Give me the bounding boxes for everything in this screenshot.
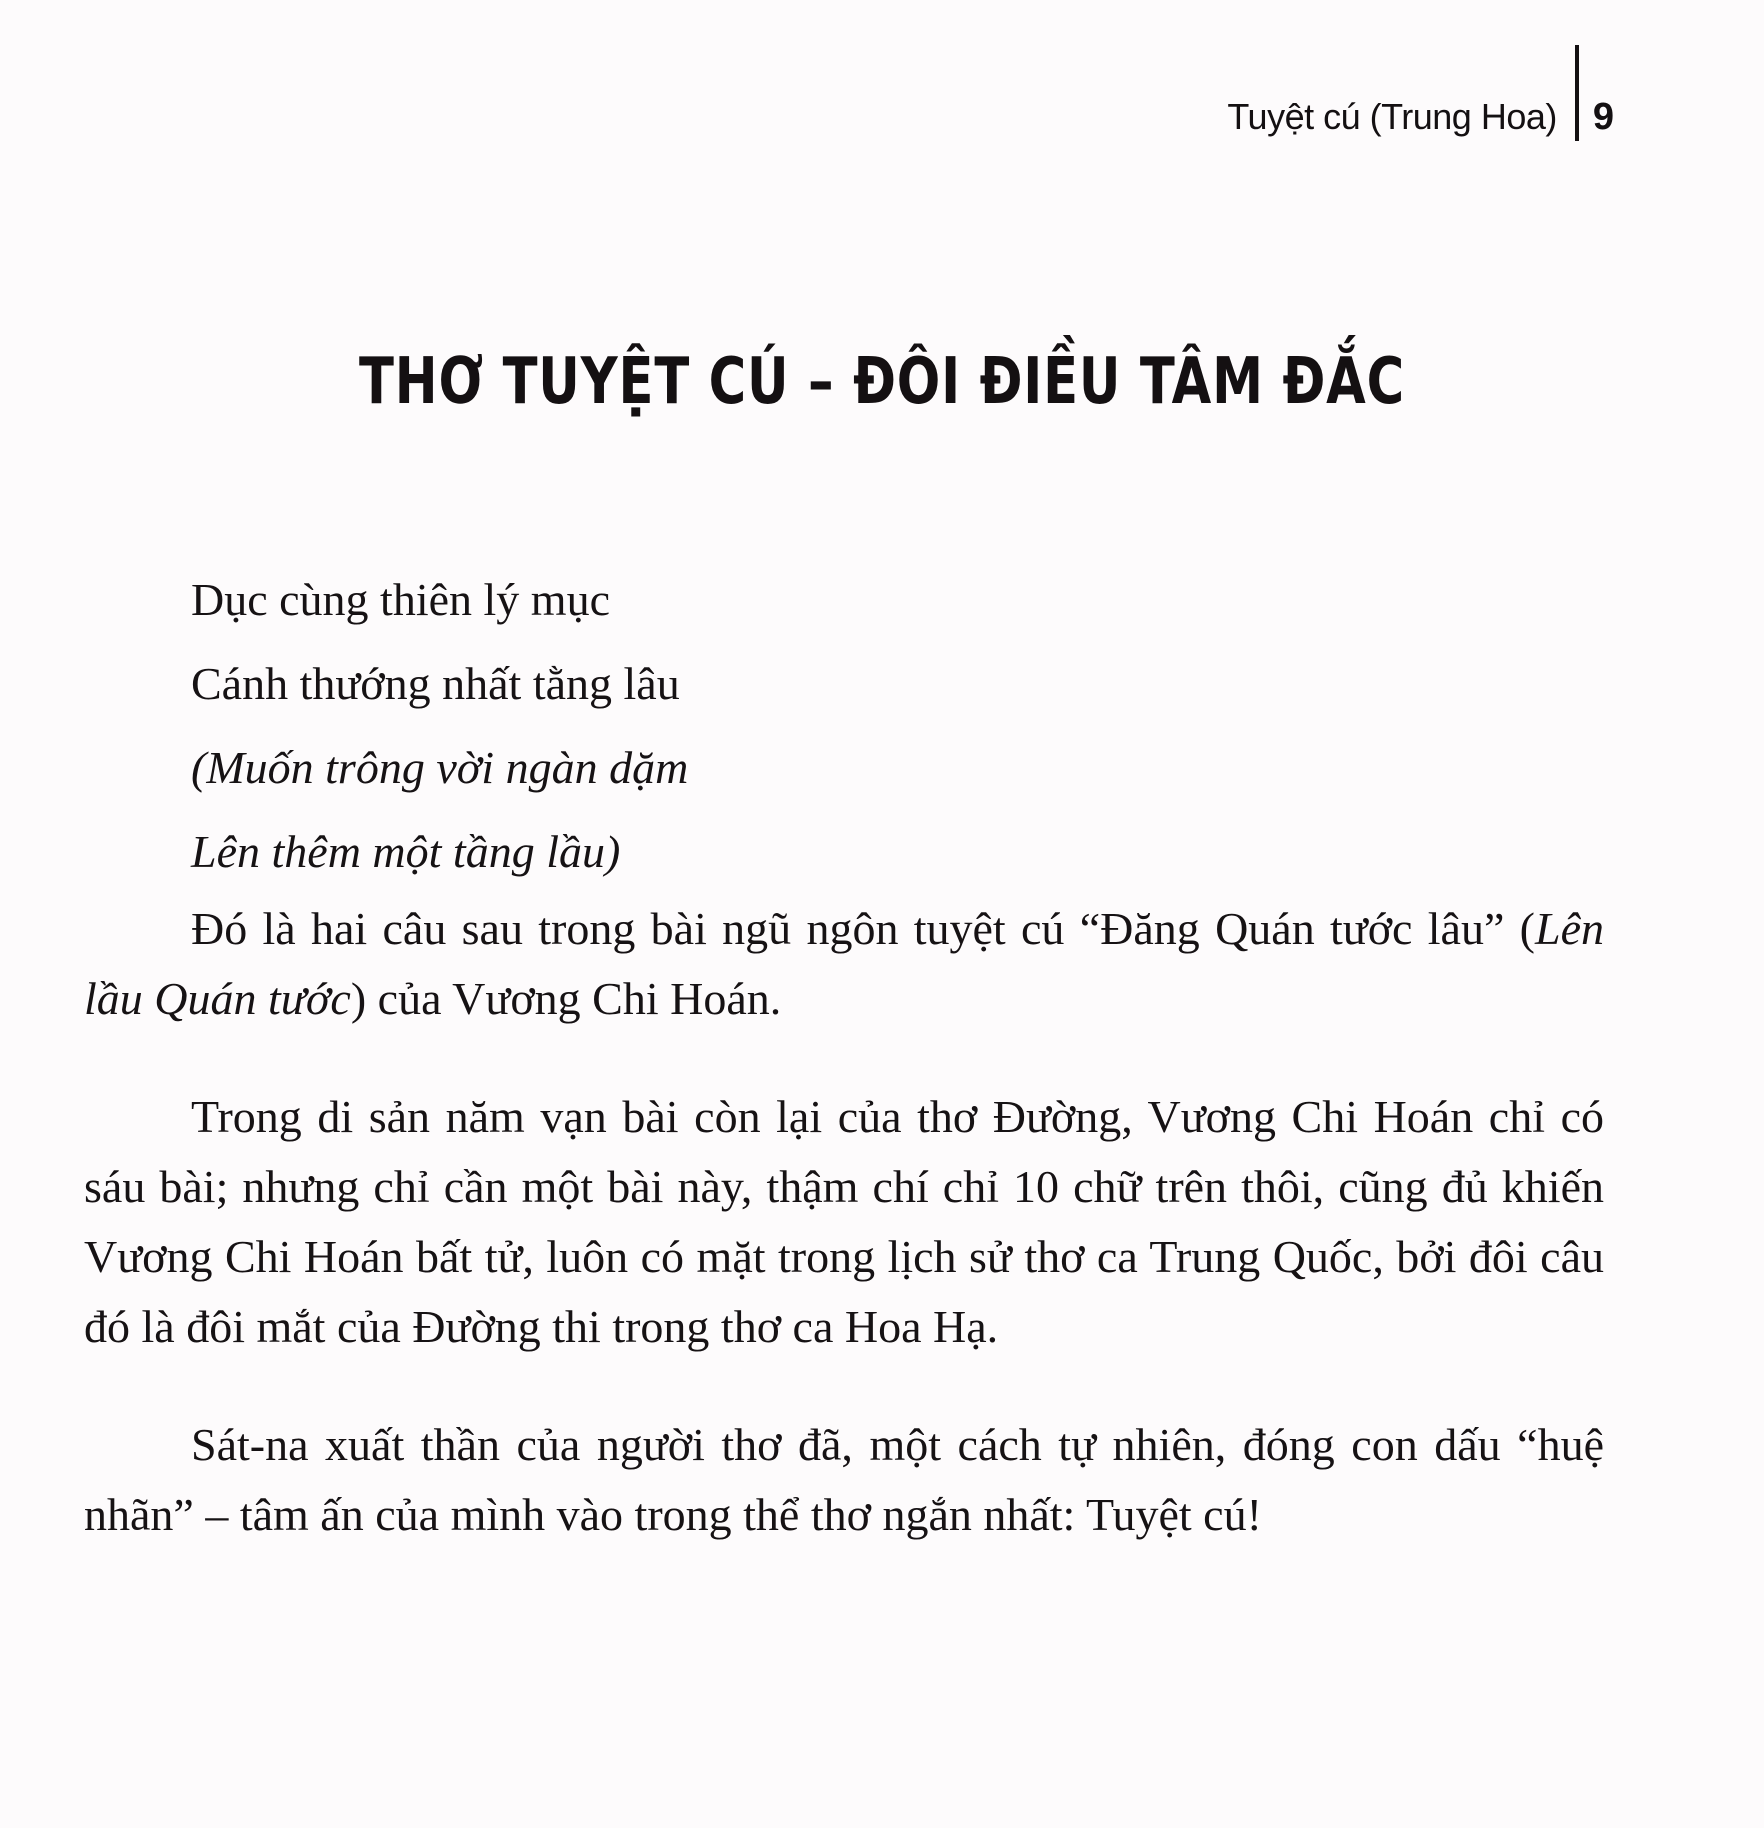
paragraph-italic-text: Lên lầu Quán tước — [84, 903, 1604, 1024]
paragraph: Sát-na xuất thần của người thơ đã, một cách tự nhiên, đóng con dấu “huệ nhãn” – tâm ấn của mình vào trong thể thơ ngắn nhất: Tuyệt cú! — [84, 1419, 1604, 1540]
verse-line: Dục cùng thiên lý mục — [191, 574, 611, 625]
verse-line: Cánh thướng nhất tằng lâu — [191, 658, 680, 709]
verse-translation-line: Lên thêm một tầng lầu) — [191, 826, 621, 877]
paragraph: Trong di sản năm vạn bài còn lại của thơ Đường, Vương Chi Hoán chỉ có sáu bài; nhưng chỉ cần một bài này, thậm chí chỉ 10 chữ trên thôi, cũng đủ khiến Vương Chi Hoán bất tử, luôn có mặt trong lịch sử thơ ca Trung Quốc, bởi đôi câu đó là đôi mắt của Đường thi trong thơ ca Hoa Hạ. — [84, 1091, 1604, 1352]
running-header — [1227, 92, 1614, 142]
paragraph — [84, 894, 1604, 1034]
body-text — [84, 558, 1604, 1550]
paragraph-text: Đó là hai câu sau trong bài ngũ ngôn tuyệt cú “Đăng Quán tước lâu” ( — [191, 903, 1535, 954]
header-divider — [1575, 45, 1579, 141]
verse-translation-line: (Muốn trông vời ngàn dặm — [191, 742, 689, 793]
paragraph-text: ) của Vương Chi Hoán. — [350, 973, 782, 1024]
poem-excerpt — [84, 558, 1604, 894]
page-number: 9 — [1592, 95, 1614, 138]
chapter-title: THƠ TUYỆT CÚ – ĐÔI ĐIỀU TÂM ĐẮC — [359, 345, 1405, 419]
running-title: Tuyệt cú (Trung Hoa) — [1227, 96, 1557, 137]
